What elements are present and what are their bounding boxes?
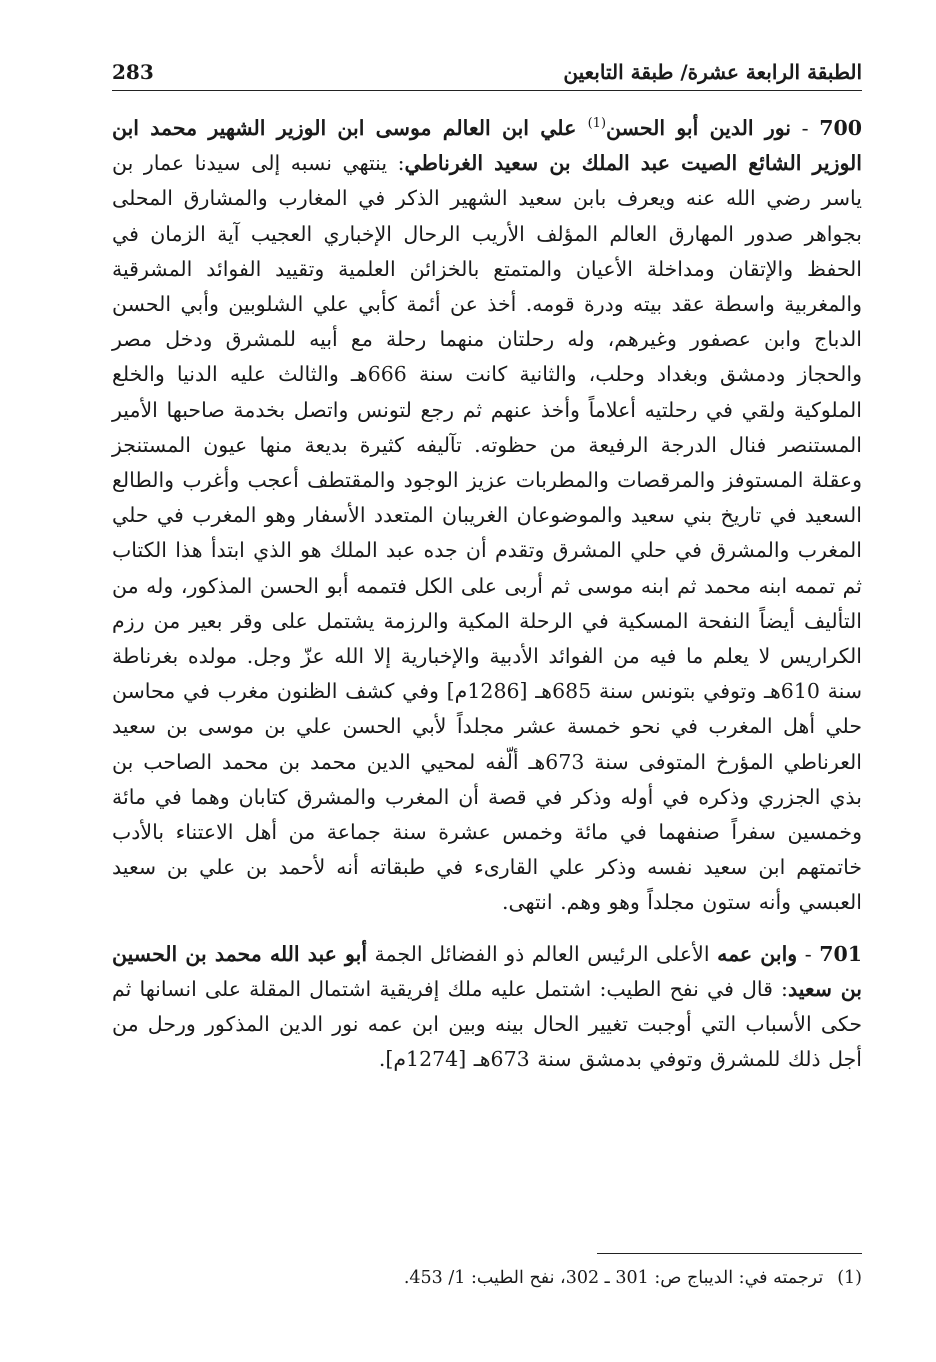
running-header (112, 48, 862, 91)
entry-head-name: نور الدين أبو الحسن (606, 116, 792, 140)
page-number: 283 (112, 60, 154, 84)
biography-entry-701 (112, 937, 862, 1078)
entry-head-name: أبو عبد الله محمد بن الحسين بن سعيد (112, 941, 863, 1001)
entry-number: 701 (819, 941, 862, 966)
footnote-reference-mark: (1) (587, 116, 607, 132)
running-title: الطبقة الرابعة عشرة/ طبقة التابعين (563, 60, 862, 84)
footnote-text: ترجمته في: الديباج ص: 301 ـ 302، نفح الطيب: 1/ 453. (403, 1268, 824, 1288)
entry-dash: - (791, 116, 820, 140)
entry-epithets: الأعلى الرئيس العالم ذو الفضائل الجمة (367, 941, 718, 966)
entry-body-text: : ينتهي نسبه إلى سيدنا عمار بن ياسر رضي الله عنه ويعرف بابن سعيد الشهير الذكر في المغارب والمشارق المحلى بجواهر صدور المهارق العالم المؤلف الأريب الرحال الإخباري العجيب آية الزمان في الحفظ والإتقان ومداخلة الأعيان والمتمتع بالخزائن العلمية وتقييد الفوائد المشرقية والمغربية واسطة عقد بيته ودرة قومه. أخذ عن أئمة كأبي علي الشلوبين وأبي الحسن الدباج وابن عصفور وغيرهم، وله رحلتان منهما رحلة مع أبيه للمشرق ودخل مصر والحجاز ودمشق وبغداد وحلب، والثانية كانت سنة 666هـ والثالث عليه الدنيا والخلع الملوكية ولقي في رحلتيه أعلاماً وأخذ عنهم ثم رجع لتونس واتصل بخدمة صاحبها الأمير المستنصر فنال الدرجة الرفيعة من حظوته. تآليفه كثيرة بديعة منها عيون المستنجز وعقلة المستوفز والمرقصات والمطربات عزيز الوجود والمقتطف أعجب وأغرب والطالع السعيد في تاريخ بني سعيد والموضوعان الغريبان المتعدد الأسفار وهو المغرب في حلي المغرب والمشرق في حلي المشرق وتقدم أن جده عبد الملك هو الذي ابتدأ هذا الكتاب ثم تممه ابنه محمد ثم ابنه موسى ثم أربى على الكل فتممه أبو الحسن المذكور، وله من التأليف أيضاً النفحة المسكية في الرحلة المكية والرزمة يشتمل على وقر بعير من رزم الكراريس لا يعلم ما فيه من الفوائد الأدبية والإخبارية إلا الله عزّ وجل. مولده بغرناطة سنة 610هـ وتوفي بتونس سنة 685هـ [1286م] وفي كشف الظنون مغرب في محاسن حلي أهل المغرب في نحو خمسة عشر مجلداً لأبي الحسن علي بن موسى بن سعيد العرناطي المؤرخ المتوفى سنة 673هـ ألّفه لمحيي الدين محمد بن محمد الصاحب بن بذي الجزري وذكره في أوله وذكر في قصة أن المغرب والمشرق كتابان وهما في مائة وخمسين سفراً صنفهما في مائة وخمس عشرة سنة جماعة من أهل الاعتناء بالأدب خاتمتهم ابن سعيد نفسه وذكر علي القارىء في طبقاته أنه لأحمد بن علي بن سعيد العبسي وأنه ستون مجلداً وهو وهم. انتهى. (112, 151, 863, 915)
entry-number: 700 (819, 116, 862, 140)
footnote (404, 1268, 862, 1288)
entry-dash: - (797, 941, 820, 966)
biography-entry-700 (112, 111, 862, 921)
footnote-mark: (1) (837, 1268, 862, 1288)
footnote-divider (597, 1253, 862, 1254)
entry-lead: وابن عمه (717, 941, 798, 966)
entry-head-lineage: علي ابن العالم موسى ابن الوزير الشهير محمد ابن الوزير الشائع الصيت عبد الملك بن سعيد الغرناطي (112, 116, 862, 176)
book-page (112, 48, 863, 1288)
entry-body-text: : قال في نفح الطيب: اشتمل عليه ملك إفريقية اشتمال المقلة على انسانها ثم حكى الأسباب التي أوجبت تغيير الحال بينه وبين ابن عمه نور الدين المذكور ورحل من أجل ذلك للمشرق وتوفي بدمشق سنة 673هـ [1274م]. (112, 976, 862, 1072)
